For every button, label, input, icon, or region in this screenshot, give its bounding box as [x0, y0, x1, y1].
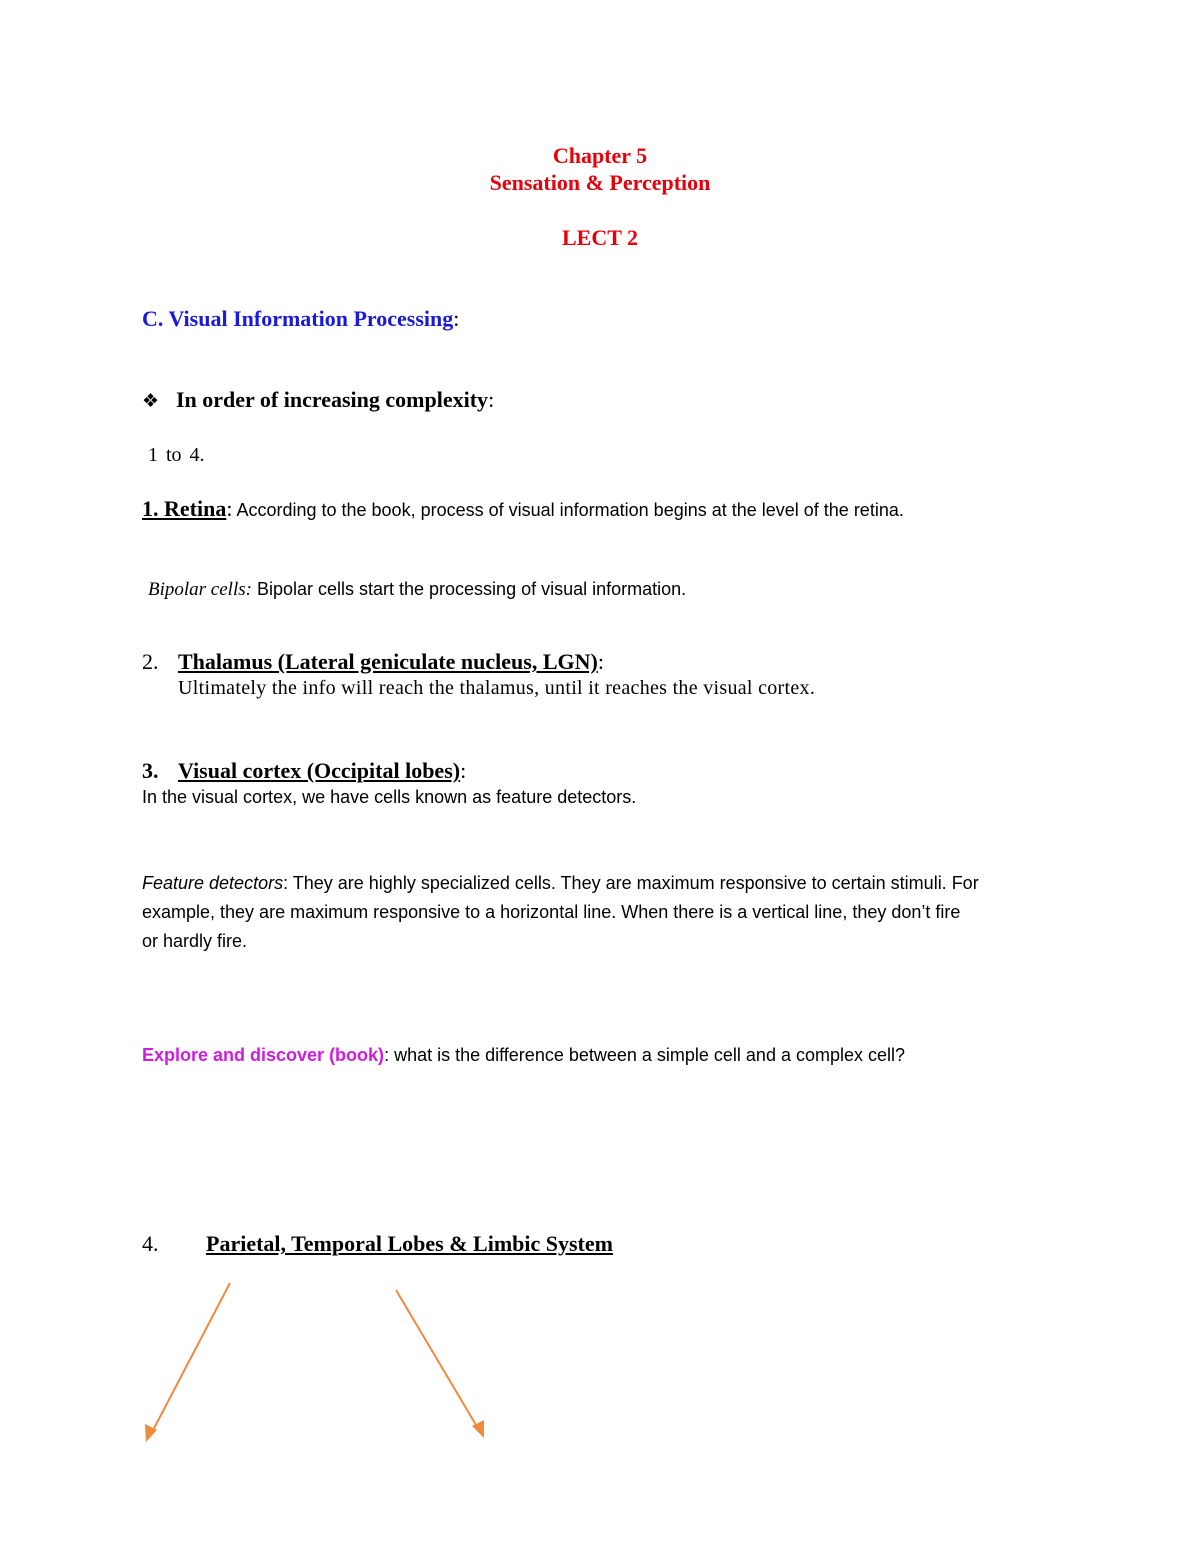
- chapter-title: Chapter 5: [552, 143, 648, 168]
- thalamus-text: Ultimately the info will reach the thalamus, until it reaches the visual cortex.: [178, 677, 816, 699]
- explore-discover-text: : what is the difference between a simple cell and a complex cell?: [384, 1045, 906, 1065]
- retina-colon: :: [226, 496, 233, 521]
- diamond-bullet-icon: ❖: [142, 390, 160, 412]
- range-text: 1 to 4.: [148, 444, 205, 466]
- thalamus-number: 2.: [142, 649, 159, 674]
- feature-detectors-text-1: : They are highly specialized cells. They are maximum responsive to certain stimuli. For: [283, 873, 979, 893]
- section-heading-text: C. Visual Information Processing: [142, 306, 454, 331]
- feature-detectors-label: Feature detectors: [142, 873, 284, 893]
- retina-label: 1. Retina: [142, 496, 227, 521]
- visual-cortex-text: In the visual cortex, we have cells known as feature detectors.: [142, 787, 637, 807]
- right-arrow-icon: [396, 1290, 484, 1438]
- explore-discover-label: Explore and discover (book): [142, 1045, 385, 1065]
- thalamus-label: Thalamus (Lateral geniculate nucleus, LGN): [178, 649, 598, 674]
- feature-detectors-line-3: or hardly fire.: [142, 931, 248, 951]
- lecture-label: LECT 2: [561, 225, 638, 250]
- thalamus-colon: :: [597, 649, 604, 674]
- chapter-subtitle: Sensation & Perception: [489, 170, 711, 195]
- parietal-number: 4.: [142, 1231, 159, 1256]
- feature-detectors-line-2: example, they are maximum responsive to a horizontal line. When there is a vertical line, they don’t fire: [142, 902, 961, 922]
- complexity-bullet-colon: :: [488, 387, 495, 412]
- parietal-label: Parietal, Temporal Lobes & Limbic System: [206, 1231, 613, 1256]
- retina-text: According to the book, process of visual information begins at the level of the retina.: [232, 500, 904, 520]
- visual-cortex-colon: :: [460, 758, 467, 783]
- bipolar-text: Bipolar cells start the processing of visual information.: [251, 579, 687, 599]
- left-arrow-icon: [145, 1283, 230, 1442]
- bipolar-label: Bipolar cells:: [148, 579, 252, 600]
- complexity-bullet-text: In order of increasing complexity: [176, 387, 489, 412]
- visual-cortex-number: 3.: [142, 758, 159, 783]
- visual-cortex-label: Visual cortex (Occipital lobes): [178, 758, 461, 783]
- section-heading-colon: :: [453, 306, 460, 331]
